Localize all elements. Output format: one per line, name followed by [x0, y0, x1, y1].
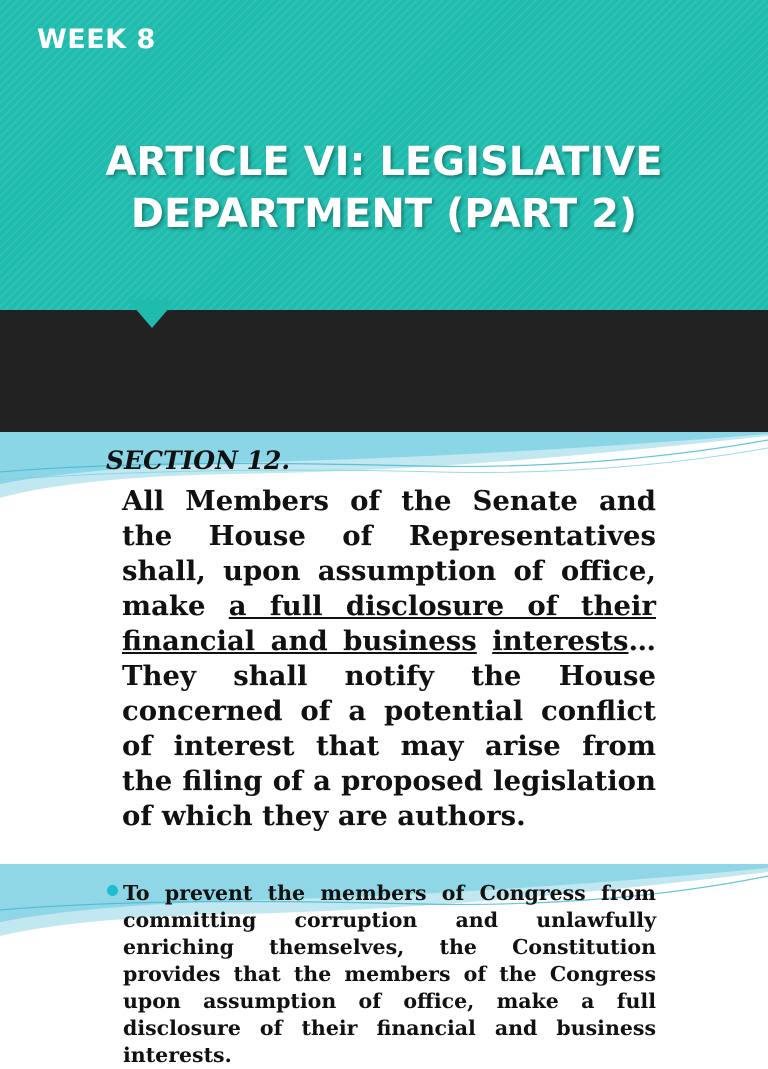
bullet-item: [107, 880, 667, 1069]
section-heading: SECTION 12.: [106, 446, 291, 475]
banner-notch: [128, 300, 176, 328]
bullet-dot-icon: [107, 885, 118, 896]
content-slide: [0, 432, 768, 1067]
slide-title-line-2: DEPARTMENT (PART 2): [130, 191, 638, 237]
section-body-part-2: … They shall notify the House concerned of a potential conflict of interest that may arise from the filing of a proposed legislation of which they are authors.: [122, 625, 656, 832]
title-slide: [0, 0, 768, 432]
section-body-space: [477, 625, 492, 657]
underlined-phrase-2: interests: [492, 625, 629, 657]
section-body-part-1: All Members of the Senate and the House of Representatives shall, upon assumption of office, make: [122, 485, 656, 622]
bullet-text: To prevent the members of Congress from committing corruption and unlawfully enriching themselves, the Constitution provides that the members of the Congress upon assumption of office, make a full disclosure of their financial and business interests.: [123, 881, 656, 1067]
section-body-text: [122, 484, 656, 834]
underlined-phrase-1: a full disclosure of their financial and business: [122, 590, 656, 657]
slide-title-line-1: ARTICLE VI: LEGISLATIVE: [105, 139, 663, 185]
slide-title: [0, 136, 768, 240]
week-label: WEEK 8: [37, 24, 156, 55]
